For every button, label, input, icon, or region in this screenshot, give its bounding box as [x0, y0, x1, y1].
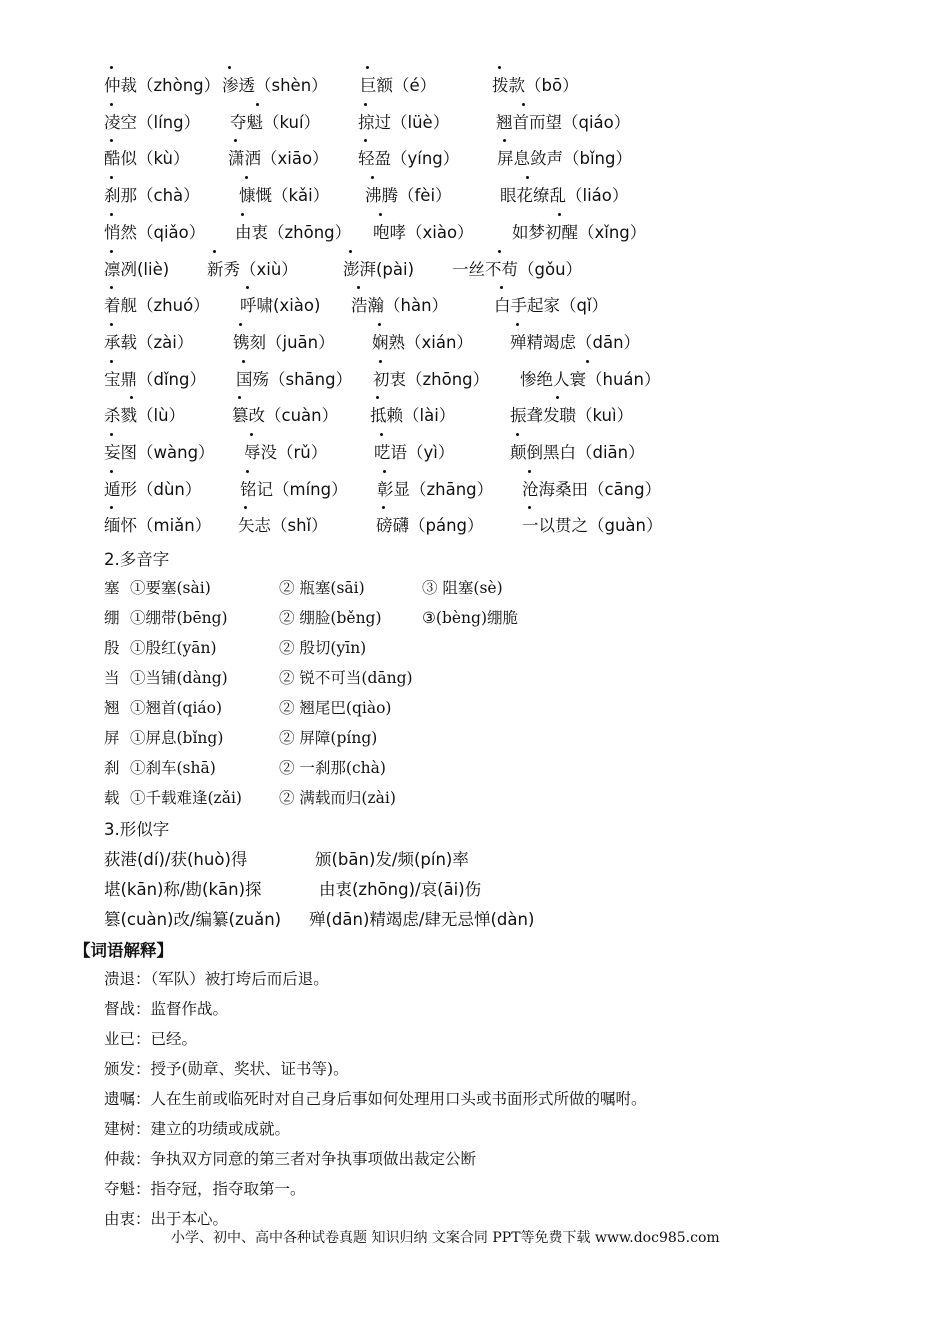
- pronunciation-word: 一以贯之（guàn）: [522, 516, 663, 536]
- pronunciation-word: 夺魁（kuí）: [230, 112, 321, 132]
- emphasis-dot: [241, 213, 244, 216]
- section-title-polyphones: 2.多音字: [104, 550, 170, 569]
- pronunciation-word: 白手起家（qǐ）: [494, 296, 609, 316]
- pronunciation-word: 屏息敛声（bǐng）: [497, 149, 632, 169]
- similar-character-pair: 由衷(zhōng)/哀(āi)伤: [319, 880, 482, 899]
- polyphone-reading: ①要塞(sài): [130, 579, 211, 597]
- pronunciation-word: 酷似（kù）: [104, 149, 190, 169]
- emphasis-dot: [110, 360, 113, 363]
- pronunciation-word: 镌刻（juān）: [233, 332, 335, 352]
- pronunciation-word: 篡改（cuàn）: [232, 406, 339, 426]
- pronunciation-word: 渗透（shèn）: [222, 76, 328, 95]
- pronunciation-word: 眼花缭乱（liáo）: [500, 186, 629, 206]
- pronunciation-word: 仲裁（zhòng）: [104, 76, 221, 95]
- pronunciation-word: 铭记（míng）: [240, 479, 348, 499]
- definition-item: 仲裁：争执双方同意的第三者对争执事项做出裁定公断: [104, 1150, 477, 1168]
- polyphone-reading: ①刹车(shā): [130, 759, 216, 777]
- emphasis-dot: [498, 66, 501, 69]
- pronunciation-word: 浩瀚（hàn）: [351, 296, 449, 316]
- pronunciation-word: 凌空（líng）: [104, 112, 201, 132]
- pronunciation-word: 彰显（zhāng）: [377, 479, 494, 499]
- polyphone-reading: ③ 阻塞(sè): [422, 579, 503, 597]
- emphasis-dot: [110, 103, 113, 106]
- emphasis-dot: [500, 286, 503, 289]
- emphasis-dot: [382, 506, 385, 509]
- pronunciation-word: 缅怀（miǎn）: [104, 516, 212, 536]
- pronunciation-word: 承载（zài）: [104, 332, 194, 352]
- similar-character-pair: 颁(bān)发/频(pín)率: [315, 850, 469, 869]
- definition-item: 夺魁：指夺冠，指夺取第一。: [104, 1180, 306, 1198]
- polyphone-reading: ①屏息(bǐng): [130, 729, 224, 747]
- pronunciation-word: 轻盈（yíng）: [358, 149, 460, 169]
- emphasis-dot: [379, 213, 382, 216]
- pronunciation-word: 悄然（qiǎo）: [104, 222, 206, 242]
- emphasis-dot: [371, 176, 374, 179]
- pronunciation-word: 初衷（zhōng）: [373, 369, 490, 389]
- polyphone-character: 当: [104, 669, 120, 687]
- polyphone-character: 翘: [104, 699, 120, 717]
- pronunciation-word: 巨额（é）: [360, 76, 437, 95]
- emphasis-dot: [110, 176, 113, 179]
- emphasis-dot: [558, 213, 561, 216]
- emphasis-dot: [110, 470, 113, 473]
- definition-item: 颁发：授予(勋章、奖状、证书等)。: [104, 1060, 349, 1078]
- pronunciation-word: 掠过（lüè）: [358, 112, 450, 132]
- vocabulary-heading: 【词语解释】: [74, 941, 173, 960]
- pronunciation-word: 颠倒黑白（diān）: [510, 443, 645, 462]
- pronunciation-word: 呓语（yì）: [374, 443, 455, 462]
- pronunciation-word: 矢志（shǐ）: [238, 516, 328, 536]
- polyphone-reading: ①殷红(yān): [130, 639, 217, 657]
- pronunciation-word: 宝鼎（dǐng）: [104, 369, 206, 389]
- emphasis-dot: [379, 360, 382, 363]
- emphasis-dot: [130, 396, 133, 399]
- pronunciation-word: 呼啸(xiào): [240, 296, 321, 316]
- polyphone-reading: ② 屏障(píng): [279, 729, 378, 747]
- similar-character-pair: 堪(kān)称/勘(kān)探: [104, 880, 262, 899]
- polyphone-reading: ② 翘尾巴(qiào): [279, 699, 392, 717]
- pronunciation-word: 一丝不苟（gǒu）: [452, 259, 583, 279]
- emphasis-dot: [366, 66, 369, 69]
- pronunciation-word: 惨绝人寰（huán）: [520, 369, 661, 389]
- polyphone-character: 屏: [104, 729, 120, 747]
- emphasis-dot: [364, 103, 367, 106]
- emphasis-dot: [503, 139, 506, 142]
- emphasis-dot: [110, 213, 113, 216]
- pronunciation-word: 翘首而望（qiáo）: [496, 112, 631, 132]
- emphasis-dot: [528, 470, 531, 473]
- polyphone-reading: ② 一刹那(chà): [279, 759, 386, 777]
- emphasis-dot: [213, 250, 216, 253]
- polyphone-reading: ② 瓶塞(sāi): [279, 579, 365, 597]
- definition-item: 溃退：（军队）被打垮后而后退。: [104, 970, 329, 988]
- emphasis-dot: [364, 139, 367, 142]
- pronunciation-word: 磅礴（páng）: [376, 516, 484, 536]
- polyphone-reading: ①当铺(dàng): [130, 669, 228, 687]
- emphasis-dot: [110, 433, 113, 436]
- pronunciation-word: 新秀（xiù）: [207, 259, 298, 279]
- pronunciation-word: 拨款（bō）: [492, 76, 579, 95]
- emphasis-dot: [110, 286, 113, 289]
- section-title-similar-characters: 3.形似字: [104, 820, 170, 839]
- emphasis-dot: [516, 323, 519, 326]
- definition-item: 建树：建立的功绩或成就。: [104, 1120, 291, 1138]
- polyphone-reading: ①翘首(qiáo): [130, 699, 223, 717]
- pronunciation-word: 抵赖（lài）: [370, 406, 456, 426]
- emphasis-dot: [586, 360, 589, 363]
- emphasis-dot: [357, 286, 360, 289]
- pronunciation-word: 由衷（zhōng）: [235, 222, 352, 242]
- pronunciation-word: 如梦初醒（xǐng）: [512, 222, 647, 242]
- emphasis-dot: [245, 176, 248, 179]
- emphasis-dot: [250, 433, 253, 436]
- emphasis-dot: [239, 323, 242, 326]
- polyphone-reading: ② 满载而归(zài): [279, 789, 396, 807]
- emphasis-dot: [522, 103, 525, 106]
- emphasis-dot: [556, 396, 559, 399]
- pronunciation-word: 振聋发聩（kuì）: [510, 406, 634, 426]
- emphasis-dot: [244, 506, 247, 509]
- emphasis-dot: [516, 433, 519, 436]
- polyphone-reading: ② 殷切(yīn): [279, 639, 367, 657]
- emphasis-dot: [238, 396, 241, 399]
- definition-item: 遗嘱：人在生前或临死时对自己身后事如何处理用口头或书面形式所做的嘱咐。: [104, 1090, 647, 1108]
- pronunciation-word: 沧海桑田（cāng）: [522, 479, 662, 499]
- emphasis-dot: [234, 139, 237, 142]
- emphasis-dot: [376, 396, 379, 399]
- emphasis-dot: [110, 323, 113, 326]
- polyphone-character: 刹: [104, 759, 120, 777]
- emphasis-dot: [526, 176, 529, 179]
- emphasis-dot: [110, 506, 113, 509]
- polyphone-reading: ② 绷脸(běng): [279, 609, 382, 627]
- polyphone-reading: ①绷带(bēng): [130, 609, 228, 627]
- polyphone-reading: ①千载难逢(zǎi): [130, 789, 242, 807]
- emphasis-dot: [246, 470, 249, 473]
- emphasis-dot: [349, 250, 352, 253]
- emphasis-dot: [498, 250, 501, 253]
- emphasis-dot: [110, 66, 113, 69]
- emphasis-dot: [242, 360, 245, 363]
- pronunciation-word: 咆哮（xiào）: [373, 222, 474, 242]
- pronunciation-word: 着舰（zhuó）: [104, 296, 210, 316]
- similar-character-pair: 殚(dān)精竭虑/肆无忌惮(dàn): [309, 910, 535, 929]
- pronunciation-word: 娴熟（xián）: [372, 332, 473, 352]
- emphasis-dot: [110, 250, 113, 253]
- definition-item: 由衷：出于本心。: [104, 1210, 229, 1228]
- pronunciation-word: 辱没（rǔ）: [244, 443, 328, 462]
- pronunciation-word: 杀戮（lù）: [104, 406, 186, 426]
- pronunciation-word: 慷慨（kǎi）: [239, 186, 330, 206]
- pronunciation-word: 澎湃(pài): [343, 259, 415, 279]
- emphasis-dot: [110, 139, 113, 142]
- polyphone-character: 载: [104, 789, 120, 807]
- pronunciation-word: 刹那（chà）: [104, 186, 200, 206]
- pronunciation-word: 潇洒（xiāo）: [228, 149, 329, 169]
- pronunciation-word: 遁形（dùn）: [104, 479, 202, 499]
- pronunciation-word: 殚精竭虑（dān）: [510, 332, 641, 352]
- similar-character-pair: 荻港(dí)/获(huò)得: [104, 850, 248, 869]
- definition-item: 督战：监督作战。: [104, 1000, 229, 1018]
- pronunciation-word: 凛冽(liè): [104, 259, 170, 279]
- pronunciation-word: 沸腾（fèi）: [365, 186, 452, 206]
- polyphone-character: 塞: [104, 579, 120, 597]
- emphasis-dot: [528, 506, 531, 509]
- pronunciation-word: 国殇（shāng）: [236, 369, 353, 389]
- pronunciation-word: 妄图（wàng）: [104, 443, 215, 462]
- emphasis-dot: [246, 286, 249, 289]
- definition-item: 业已：已经。: [104, 1030, 198, 1048]
- emphasis-dot: [380, 433, 383, 436]
- emphasis-dot: [228, 66, 231, 69]
- polyphone-character: 绷: [104, 609, 120, 627]
- emphasis-dot: [378, 323, 381, 326]
- similar-character-pair: 篡(cuàn)改/编纂(zuǎn): [104, 910, 282, 929]
- footer-note: 小学、初中、高中各种试卷真题 知识归纳 文案合同 PPT等免费下载 www.doc985.com: [171, 1230, 720, 1246]
- polyphone-reading: ② 锐不可当(dāng): [279, 669, 413, 687]
- polyphone-character: 殷: [104, 639, 120, 657]
- polyphone-reading: ③(bèng)绷脆: [422, 609, 518, 627]
- emphasis-dot: [256, 103, 259, 106]
- emphasis-dot: [383, 470, 386, 473]
